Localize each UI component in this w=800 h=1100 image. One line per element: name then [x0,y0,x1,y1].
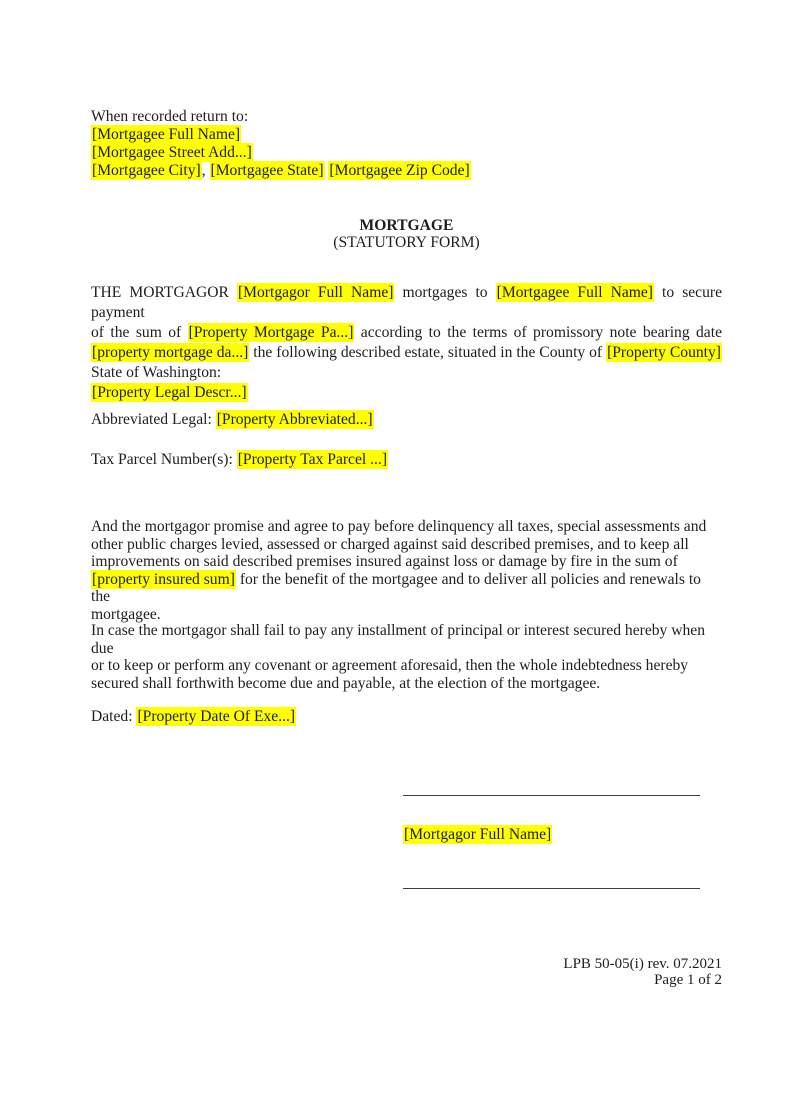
text-line [403,826,552,844]
text-segment: , [201,162,210,179]
text-segment: secured shall forthwith become due and payable, at the election of the mortgagee. [91,674,601,692]
granting-paragraph [91,283,722,403]
text-line [91,383,722,403]
text-line [91,343,722,363]
text-segment: mortgagee. [91,605,161,623]
text-segment: to secure payment [91,284,723,321]
text-line [91,553,722,571]
text-line [91,518,722,536]
text-line [91,363,722,383]
signature-rule-top [403,795,700,796]
text-segment: State of Washington: [91,364,222,381]
text-line [91,606,722,624]
footer-page-number: Page 1 of 2 [654,972,722,988]
text-segment: mortgages to [394,284,496,301]
page-footer [563,956,722,988]
text-line [91,675,722,693]
text-segment: or to keep or perform any covenant or agreement aforesaid, then the whole indebtedness hereby [91,657,689,674]
highlight-field[interactable]: [Property Date Of Exe...] [137,708,296,725]
text-line [91,657,722,675]
highlight-field[interactable]: [Property Legal Descr...] [92,384,247,401]
highlight-field[interactable]: [Mortgagee Full Name] [92,126,241,143]
text-line [91,162,722,180]
text-line [91,411,722,429]
highlight-field[interactable]: [Mortgagee City] [92,162,201,179]
return-address-block [91,108,722,180]
text-line [91,708,722,726]
signatory-name [403,826,552,844]
tax-parcel-line [91,451,722,469]
text-segment: the following described estate, situated in the County of [249,344,607,361]
text-line [91,622,722,657]
text-line [91,126,722,144]
highlight-field[interactable]: [Mortgagor Full Name] [404,826,552,843]
abbreviated-legal-line [91,411,722,429]
highlight-field[interactable]: [Property County] [607,344,721,361]
signature-rule-bottom [403,888,700,889]
dated-line [91,708,722,726]
text-line [91,283,722,323]
highlight-field[interactable]: [Mortgagee Zip Code] [329,162,470,179]
covenant-paragraph [91,518,722,623]
text-line [91,571,722,606]
text-line [91,144,722,162]
text-segment: improvements on said described premises insured against loss or damage by fire in the sum of [91,553,678,570]
text-segment: In case the mortgagor shall fail to pay any installment of principal or interest secured hereby when due [91,622,706,657]
text-segment: THE MORTGAGOR [91,284,237,301]
text-segment: for the benefit of the mortgagee and to deliver all policies and renewals to the [91,570,701,605]
highlight-field[interactable]: [property mortgage da...] [92,344,249,361]
highlight-field[interactable]: [Mortgagee State] [210,162,324,179]
footer-form-number: LPB 50-05(i) rev. 07.2021 [563,956,722,972]
text-segment: Tax Parcel Number(s): [91,451,237,468]
text-segment: Abbreviated Legal: [91,411,216,428]
text-segment: according to the terms of promissory note bearing date [354,324,722,341]
default-clause-paragraph [91,622,722,692]
highlight-field[interactable]: [Property Mortgage Pa...] [188,324,354,341]
highlight-field[interactable]: [Mortgagee Street Add...] [92,144,252,161]
text-line [91,323,722,343]
highlight-field[interactable]: [Property Abbreviated...] [216,411,373,428]
text-segment: And the mortgagor promise and agree to pay before delinquency all taxes, special assessments and [91,518,707,535]
text-segment: When recorded return to: [91,108,249,125]
document-title-block [91,217,722,251]
document-subtitle: (STATUTORY FORM) [333,234,480,251]
text-segment: of the sum of [91,324,188,341]
text-segment: Dated: [91,708,137,725]
text-line [91,536,722,554]
highlight-field[interactable]: [Property Tax Parcel ...] [237,451,388,468]
highlight-field[interactable]: [property insured sum] [92,570,235,588]
highlight-field[interactable]: [Mortgagor Full Name] [237,284,394,301]
highlight-field[interactable]: [Mortgagee Full Name] [496,284,653,301]
text-line [91,451,722,469]
document-title: MORTGAGE [359,217,454,234]
text-segment: other public charges levied, assessed or charged against said described premises, and to keep all [91,535,689,553]
text-line [91,108,722,126]
